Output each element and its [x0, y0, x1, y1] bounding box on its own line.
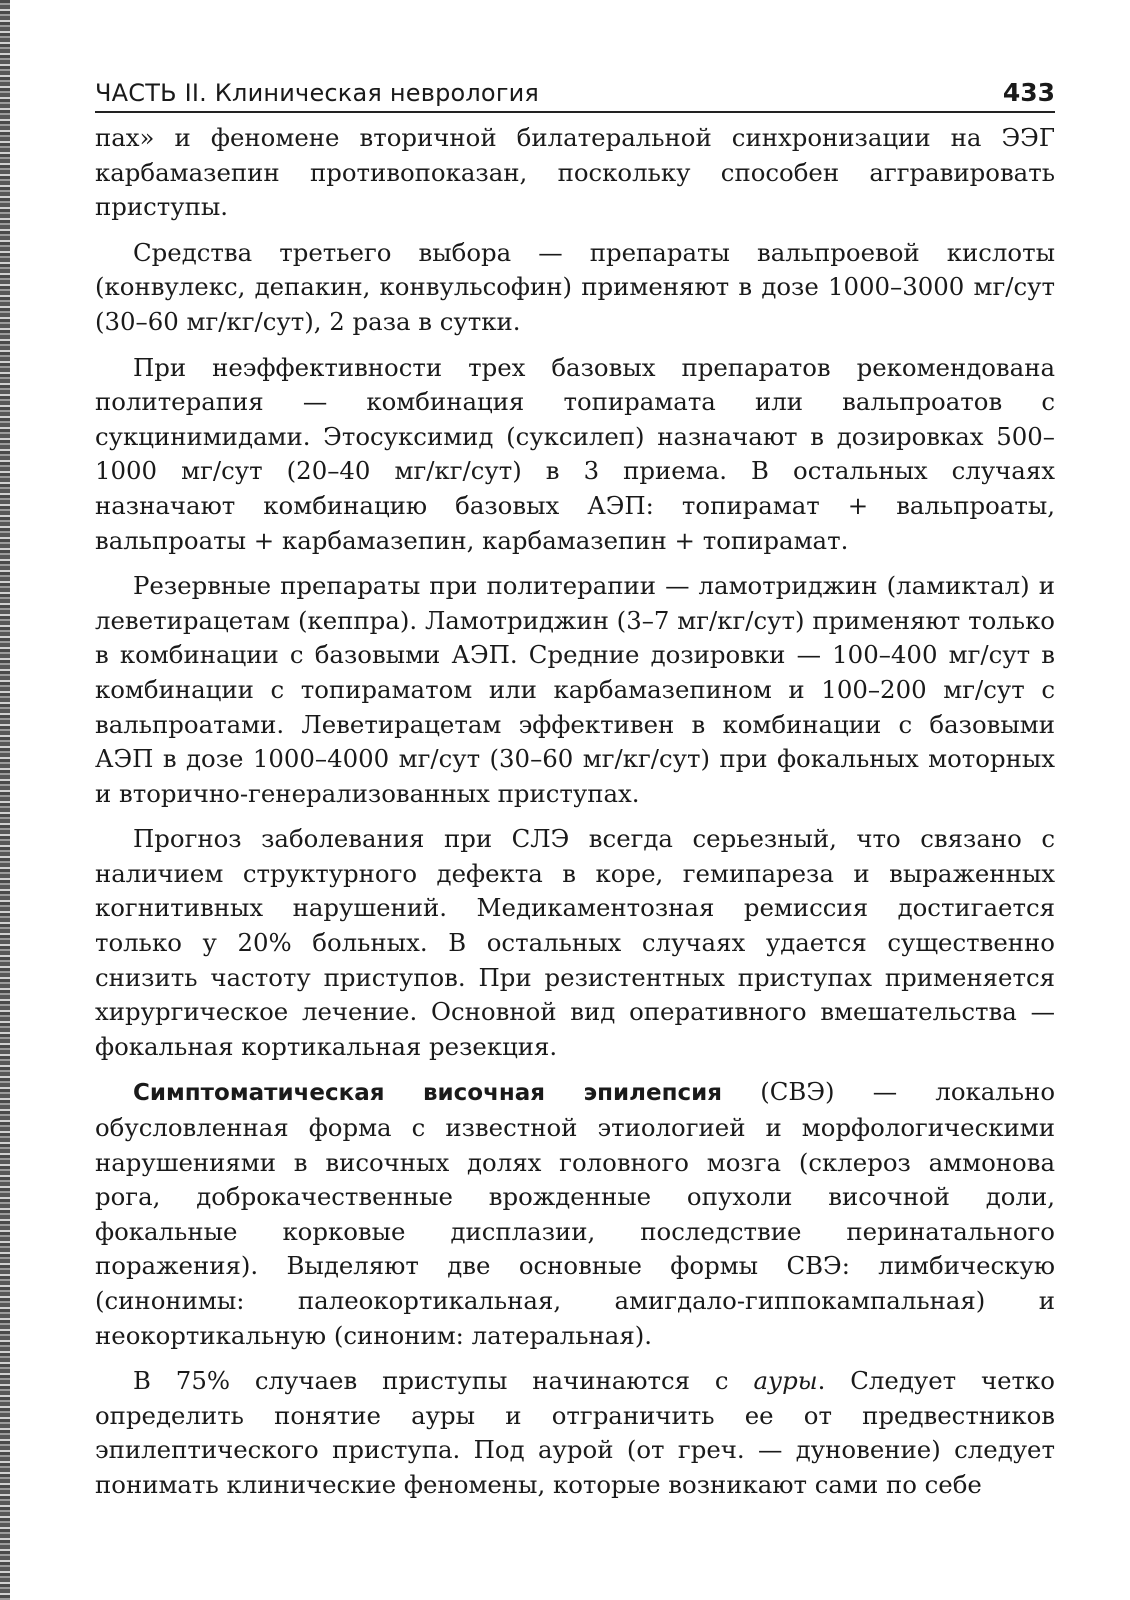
running-title: ЧАСТЬ II. Клиническая неврология: [95, 79, 540, 107]
page-number: 433: [1002, 78, 1055, 107]
scan-edge: [0, 0, 10, 1600]
paragraph-text: При неэффективности трех базовых препаратов рекомендована политерапия — комбинация топирамата или вальпроатов с сукцинимидами. Этосуксимид (суксилеп) назначают в дозировках 500–1000 мг/сут (20–40 мг/кг/сут) в 3 приема. В остальных случаях назначают комбинацию базовых АЭП: топирамат + вальпроаты, вальпроаты + карбамазепин, карбамазепин + топирамат.: [95, 352, 1055, 555]
paragraph-text: (СВЭ) — локально обусловленная форма с известной этиологией и морфологическими нарушениями в височных долях головного мозга (склероз аммонова рога, доброкачественные врожденные опухоли височной доли, фокальные корковые дисплазии, последствие перинатального поражения). Выделяют две основные формы СВЭ: лимбическую (синонимы: палеокортикальная, амигдало-гиппокампальная) и неокортикальную (синоним: латеральная).: [95, 1077, 1056, 1350]
term-italic: ауры: [753, 1366, 818, 1396]
paragraph-text: пах» и феномене вторичной билатеральной синхронизации на ЭЭГ карбамазепин противопоказан, поскольку способен аггравировать приступы.: [95, 123, 1055, 222]
paragraph-reserve-drugs: [95, 569, 1055, 811]
term-bold: Симптоматическая височная эпилепсия: [133, 1080, 723, 1107]
paragraph-text: . Следует четко определить понятие ауры и отграничить ее от предвестников эпилептического приступа. Под аурой (от греч. — дуновение) следует понимать клинические феномены, которые возникают сами по себе: [95, 1366, 1055, 1499]
paragraph-text-lead: В 75% случаев приступы начинаются с: [133, 1366, 754, 1396]
paragraph-prognosis: [95, 822, 1055, 1064]
paragraph-text: Средства третьего выбора — препараты вальпроевой кислоты (конвулекс, депакин, конвульсофин) применяют в дозе 1000–3000 мг/сут (30–60 мг/кг/сут), 2 раза в сутки.: [95, 237, 1055, 336]
paragraph-text: Резервные препараты при политерапии — ламотриджин (ламиктал) и леветирацетам (кеппра). Ламотриджин (3–7 мг/кг/сут) применяют только в комбинации с базовыми АЭП. Средние дозировки — 100–400 мг/сут в комбинации с топираматом или карбамазепином и 100–200 мг/сут с вальпроатами. Леветирацетам эффективен в комбинации с базовыми АЭП в дозе 1000–4000 мг/сут (30–60 мг/кг/сут) при фокальных моторных и вторично-генерализованных приступах.: [95, 571, 1055, 808]
paragraph-third-choice: [95, 236, 1055, 340]
paragraph-text: Прогноз заболевания при СЛЭ всегда серьезный, что связано с наличием структурного дефекта в коре, гемипареза и выраженных когнитивных нарушений. Медикаментозная ремиссия достигается только у 20% больных. В остальных случаях удается существенно снизить частоту приступов. При резистентных приступах применяется хирургическое лечение. Основной вид оперативного вмешательства — фокальная кортикальная резекция.: [95, 824, 1055, 1061]
paragraph-continuation: [95, 121, 1055, 225]
paragraph-temporal-epilepsy: [95, 1075, 1055, 1353]
book-page: [95, 78, 1055, 1514]
running-header: [95, 78, 1055, 113]
paragraph-polytherapy: [95, 351, 1055, 559]
paragraph-aura: [95, 1364, 1055, 1502]
